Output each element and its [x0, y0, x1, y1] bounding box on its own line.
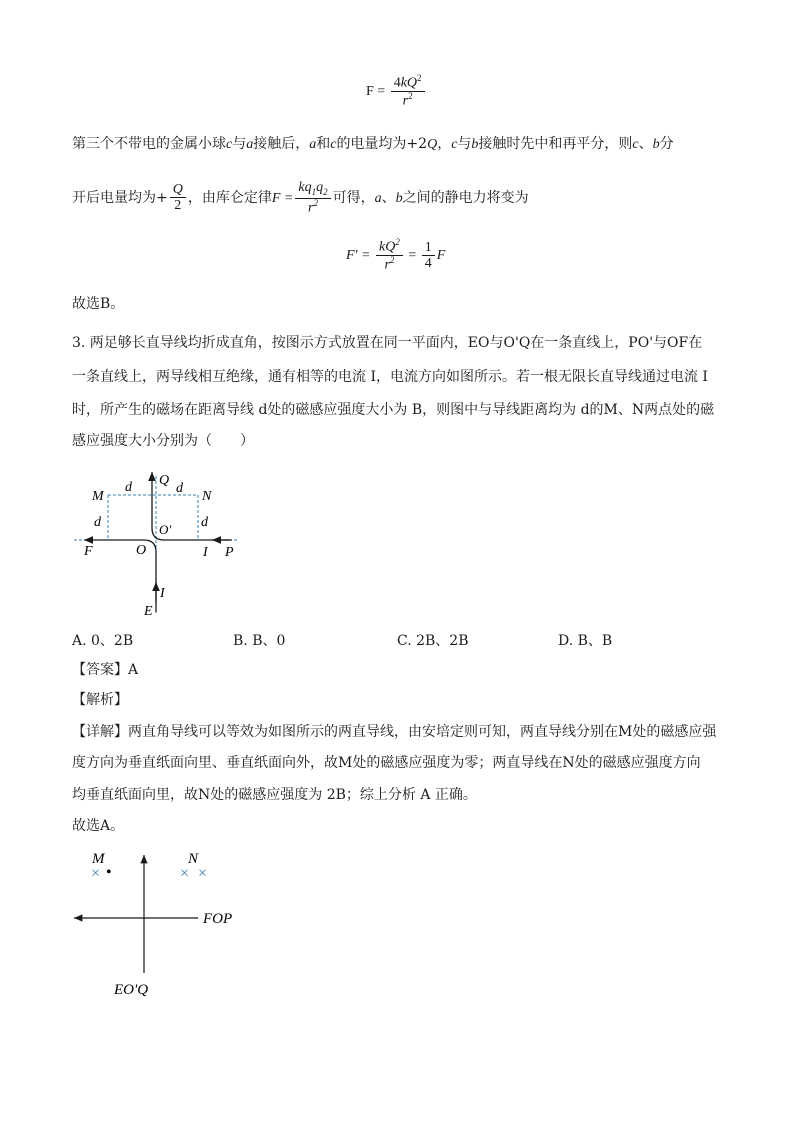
fig2-label-EOQ: EO'Q [114, 982, 149, 998]
text: 分 [659, 136, 674, 152]
label-I-right: I [203, 545, 208, 560]
eq1-num-exp: 2 [417, 73, 422, 83]
eq1-num-coef: 4 [393, 75, 401, 91]
eq1-den-exp: 2 [408, 91, 413, 102]
law-sub2: 2 [323, 186, 328, 197]
analysis-tag: 【解析】 [72, 692, 128, 708]
field-dot-M: • [106, 864, 112, 881]
label-d-top-right: d [176, 481, 183, 496]
equation-coulomb-final [346, 238, 445, 273]
text: 开后电量均为+ [72, 189, 168, 206]
label-E: E [144, 604, 153, 619]
paragraph-line-1 [72, 134, 674, 155]
field-cross-N2: × [198, 865, 208, 882]
label-F: F [84, 544, 93, 559]
question-3-line-4: 感应强度大小分别为（ ） [72, 433, 254, 449]
text: 的电量均为+2 [336, 136, 428, 152]
law-den-exp: 2 [313, 197, 318, 208]
label-Q: Q [159, 473, 170, 488]
text: 、 [381, 189, 396, 206]
var-c: c [632, 137, 639, 152]
label-d-top-left: d [125, 480, 132, 495]
conclusion-1: 故选B。 [72, 296, 125, 312]
question-3-line-2: 一条直线上，两导线相互绝缘，通有相等的电流 I，电流方向如图所示。若一根无限长直导线通过电流 I [72, 369, 708, 385]
fig2-label-N: N [188, 851, 199, 867]
equation-coulomb-initial [366, 74, 427, 109]
option-A[interactable]: A. 0、2B [72, 633, 134, 649]
paragraph-line-2 [72, 180, 529, 216]
detail-line-1: 【详解】两直角导线可以等效为如图所示的两直导线，由安培定则可知，两直导线分别在M处的磁感应强 [72, 724, 717, 740]
eq2-fraction [376, 238, 403, 273]
text: 与 [232, 136, 247, 152]
var-a: a [309, 137, 317, 152]
var-a: a [374, 190, 382, 206]
fraction-num: Q [170, 182, 186, 198]
conclusion-2: 故选A。 [72, 818, 125, 834]
eq1-num-var: kQ [400, 75, 418, 91]
label-M: M [92, 489, 104, 504]
var-b: b [652, 137, 660, 152]
var-b: b [395, 190, 403, 206]
eq2-lhs: F' = [346, 247, 371, 263]
law-lhs: F = [271, 190, 294, 206]
label-I-lower: I [160, 586, 165, 601]
label-O-prime: O′ [159, 522, 172, 537]
var-c: c [226, 137, 233, 152]
field-cross-N1: × [180, 865, 190, 882]
text: ，由库仑定律 [187, 189, 272, 206]
equivalent-wires-figure [70, 845, 270, 1005]
var-a: a [246, 137, 254, 152]
answer-tag: 【答案】A [72, 662, 139, 678]
law-num: kq [298, 180, 312, 195]
option-B[interactable]: B. B、0 [233, 633, 286, 649]
text: 之间的静电力将变为 [402, 189, 529, 206]
law-sub1: 1 [311, 186, 317, 197]
var-c: c [330, 137, 337, 152]
fraction-den: 2 [174, 198, 182, 214]
eq2-den: r [384, 257, 390, 273]
var-b: b [471, 137, 479, 152]
label-N: N [202, 489, 212, 504]
eq2-equals: = [408, 247, 417, 263]
var-c: c [451, 137, 458, 152]
text: 接触时先中和再平分，则 [478, 136, 633, 152]
eq2-num-exp: 2 [395, 237, 400, 247]
eq2-den-exp: 2 [389, 255, 395, 266]
eq1-fraction [391, 74, 425, 109]
fig2-label-FOP: FOP [203, 911, 233, 927]
eq1-den-var: r [402, 93, 409, 109]
text: 、 [638, 136, 653, 152]
label-O: O [136, 543, 147, 558]
eq2-num: kQ [379, 239, 396, 255]
fig2-label-M: M [92, 851, 105, 867]
var-Q: Q [427, 137, 438, 152]
eq2-quarter-num: 1 [422, 240, 435, 256]
law-q2: q [316, 180, 324, 195]
eq1-lhs: F = [366, 83, 386, 99]
detail-line-2: 度方向为垂直纸面向里、垂直纸面向外，故M处的磁感应强度为零；两直导线在N处的磁感应强度方向 [72, 755, 701, 771]
text: 第三个不带电的金属小球 [72, 136, 226, 152]
question-3-line-1: 3. 两足够长直导线均折成直角，按图示方式放置在同一平面内，EO与O'Q在一条直线上，PO'与OF在 [72, 335, 703, 351]
option-C[interactable]: C. 2B、2B [397, 633, 469, 649]
text: 和 [316, 136, 331, 152]
eq2-rhs: F [436, 247, 446, 263]
charge-fraction [170, 182, 186, 214]
text: 与 [457, 136, 472, 152]
eq2-quarter [422, 240, 435, 272]
text: ， [437, 136, 452, 152]
coulomb-law-fraction [295, 180, 330, 216]
text: 接触后， [253, 136, 310, 152]
eq2-quarter-den: 4 [424, 256, 432, 272]
field-cross-M: × [91, 865, 101, 882]
law-den: r [307, 200, 314, 216]
option-D[interactable]: D. B、B [558, 633, 613, 649]
label-P: P [225, 545, 234, 560]
label-d-left: d [94, 515, 101, 530]
question-3-figure [72, 462, 252, 622]
question-3-line-3: 时，所产生的磁场在距离导线 d处的磁感应强度大小为 B，则图中与导线距离均为 d的M、N两点处的磁 [72, 402, 715, 418]
detail-line-3: 均垂直纸面向里，故N处的磁感应强度为 2B；综上分析 A 正确。 [72, 787, 477, 803]
label-d-right: d [201, 515, 208, 530]
text: 可得， [332, 189, 375, 206]
